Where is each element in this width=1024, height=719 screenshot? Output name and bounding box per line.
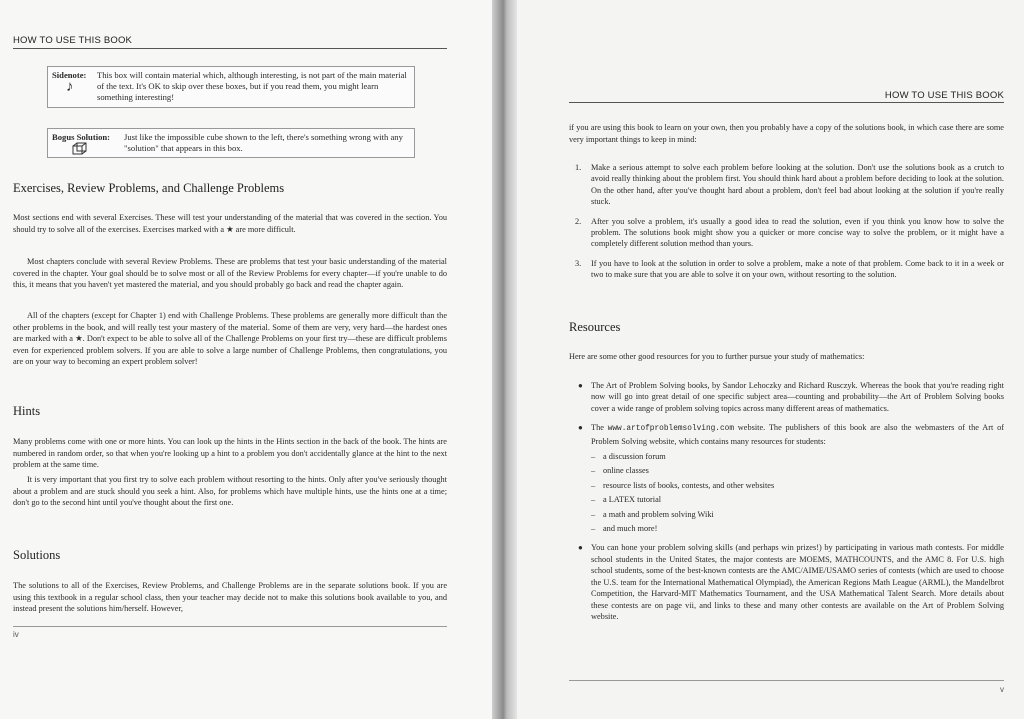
hints-heading: Hints <box>13 404 41 418</box>
footer-rule <box>13 626 447 627</box>
book-gutter <box>492 0 517 719</box>
bogus-solution-box <box>47 128 415 158</box>
music-note-icon: ♪ <box>66 79 74 95</box>
list-item: 1. Make a serious attempt to solve each problem before looking at the solution. Don't use the solutions book as a crutch to avoid really thinking about the problem first. You should think hard about a problem before deciding to look at the solution. On the other hand, after you've thought hard about a problem, don't feel bad about looking at the solution if you're really stuck. <box>575 163 1004 207</box>
resources-list <box>578 380 1004 630</box>
page-number: v <box>1000 685 1004 694</box>
solutions-paragraph: The solutions to all of the Exercises, Review Problems, and Challenge Problems are in the separate solutions book. If you are using this textbook in a regular school class, then your teacher may decide not to make this solutions book available to you, and instead present the solutions him/herself. However, <box>13 581 447 614</box>
steps-list <box>575 162 1004 289</box>
resources-intro: Here are some other good resources for you to further pursue your study of mathematics: <box>569 352 865 361</box>
exercises-paragraph-3: All of the chapters (except for Chapter 1) end with Challenge Problems. These problems are generally more difficult than the other problems in the book, and will really test your mastery of the material. Some of them are very, very hard—the hardest ones are marked with a ★. Don't expect to be able to solve all of the Challenge Problems on your first try—these are difficult problems even for experienced problem solvers. If you are able to solve a large number of Challenge Problems, then congratulations, you are on your way to becoming an expert problem solver! <box>13 311 447 367</box>
list-item: 3. If you have to look at the solution in order to solve a problem, make a note of that problem. Come back to it in a week or two to make sure that you are able to solve it on your own, without resorting to the solution. <box>575 258 1004 280</box>
exercises-paragraph-2: Most chapters conclude with several Review Problems. These are problems that test your basic understanding of the material covered in the chapter. Your goal should be to solve most or all of the Review Problems for every chapter—if you're unable to do this, it means that you haven't yet mastered the material, and you should probably go back and read the chapter again. <box>13 257 447 290</box>
list-item: – and much more! <box>591 523 1004 534</box>
impossible-cube-icon <box>72 142 88 158</box>
intro-paragraph: if you are using this book to learn on your own, then you probably have a copy of the solutions book, in which case there are some very important things to keep in mind: <box>569 123 1004 144</box>
sidenote-box <box>47 66 415 108</box>
hints-paragraph-1: Many problems come with one or more hints. You can look up the hints in the Hints section in the back of the book. The hints are numbered in random order, so that when you're looking up a hint to a problem you don't accidentally glance at the hint to the next problem at the same time. <box>13 437 447 470</box>
list-item: – online classes <box>591 465 1004 476</box>
list-item: ● The Art of Problem Solving books, by Sandor Lehoczky and Richard Rusczyk. Whereas the book that you're reading right now will go into great detail of one specific subject area—counting and probability—the Art of Problem Solving books cover a wide range of problem solving topics across many different areas of mathematics. <box>578 381 1004 413</box>
sidenote-text: This box will contain material which, although interesting, is not part of the main material of the text. It's OK to skip over these boxes, but if you read them, you might learn something interesting! <box>97 70 407 102</box>
list-item: – a discussion forum <box>591 451 1004 462</box>
list-item: ● The www.artofproblemsolving.com website. The publishers of this book are also the webmasters of the Art of Problem Solving website, which contains many resources for students: – a discussion forum – online classes – resource lists of books, contests, and other websites – a LATEX tutorial – a math and problem solving Wiki – and much more! <box>591 422 1004 534</box>
solutions-heading: Solutions <box>13 548 61 562</box>
footer-rule <box>569 680 1004 681</box>
exercises-paragraph-1: Most sections end with several Exercises. These will test your understanding of the material that was covered in the section. You should try to solve all of the exercises. Exercises marked with a ★ are more difficult. <box>13 213 447 234</box>
hints-paragraph-2: It is very important that you first try to solve each problem without resorting to the hints. Only after you've seriously thought about a problem and are stuck should you seek a hint. Also, for problems which have multiple hints, use the hints one at a time; don't go to the second hint until you've thought about the first one. <box>13 475 447 508</box>
list-item: – a LATEX tutorial <box>591 494 1004 505</box>
bogus-solution-label: Bogus Solution: <box>52 132 111 142</box>
left-page <box>0 0 492 719</box>
right-page <box>517 0 1024 719</box>
exercises-heading: Exercises, Review Problems, and Challenge Problems <box>13 181 285 195</box>
page-number: iv <box>13 630 19 639</box>
header-rule <box>13 48 447 49</box>
website-resources-list <box>591 451 1004 534</box>
bogus-solution-text: Just like the impossible cube shown to the left, there's something wrong with any "solution" that appears in this box. <box>124 132 403 153</box>
list-item: ● You can hone your problem solving skills (and perhaps win prizes!) by participating in various math contests. For middle school students in the United States, the major contests are MOEMS, MATHCOUNTS, and the AMC 8. For U.S. high school students, some of the best-known contests are the AMC/AIME/USAMO series of contests (which are used to choose the U.S. team for the International Mathematical Olympiad), the American Regions Math League (ARML), the Mandelbrot Competition, the Harvard-MIT Mathematics Tournament, and the USA Mathematical Talent Search. More details about these contests are on page vii, and links to these and many other contests are available on the Art of Problem Solving website. <box>578 543 1004 621</box>
running-head: HOW TO USE THIS BOOK <box>884 90 1004 101</box>
list-item: – a math and problem solving Wiki <box>591 509 1004 520</box>
sidenote-label: Sidenote: <box>52 70 87 80</box>
header-rule <box>569 102 1004 103</box>
resources-heading: Resources <box>569 320 621 334</box>
list-item: 2. After you solve a problem, it's usually a good idea to read the solution, even if you think you know how to solve the problem. The solutions book might show you a quicker or more concise way to solve the problem, or it might have a completely different solution method than yours. <box>575 216 1004 249</box>
list-item: – resource lists of books, contests, and other websites <box>591 480 1004 491</box>
running-head: HOW TO USE THIS BOOK <box>13 35 133 46</box>
website-link[interactable]: www.artofproblemsolving.com <box>607 425 735 434</box>
